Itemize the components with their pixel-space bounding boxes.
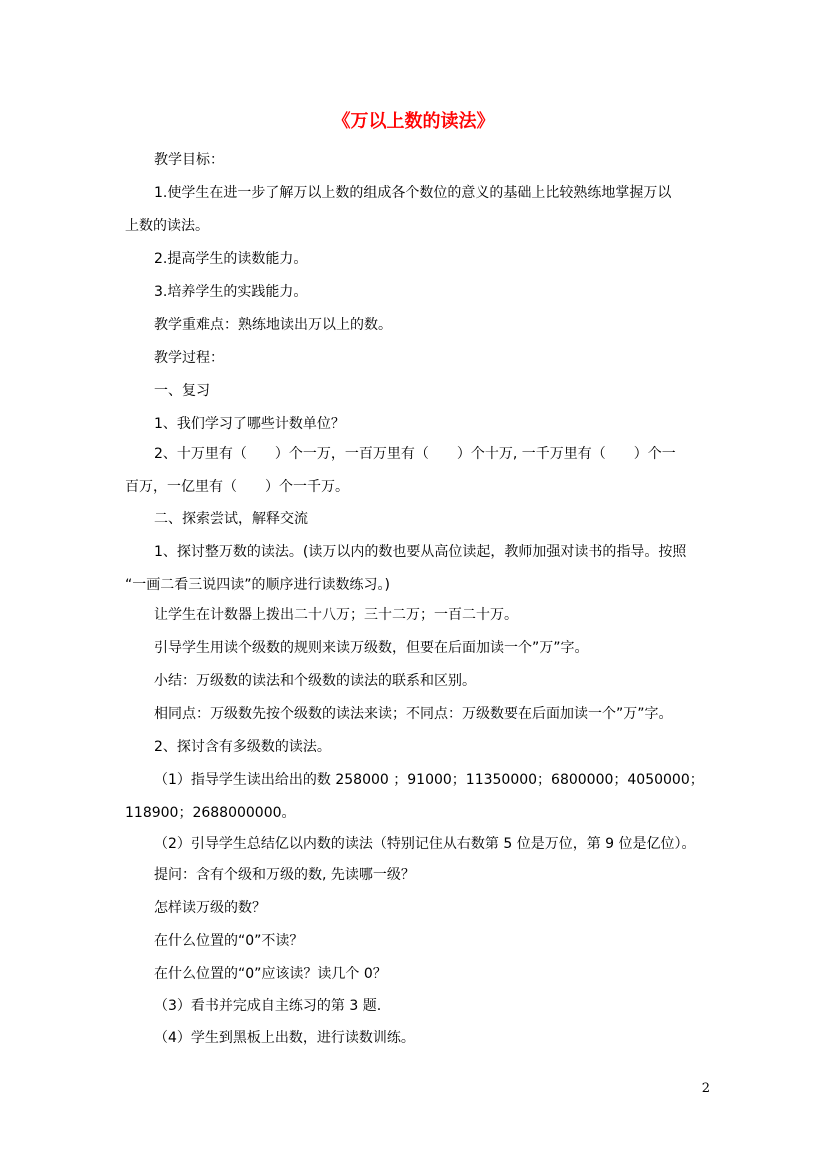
text-line: 在什么位置的“0”应该读？读几个 0？ (154, 966, 387, 982)
text-line: （1）指导学生读出给出的数 258000 ；91000；11350000；6800000；4050000； (154, 772, 704, 788)
text-line: 1.使学生在进一步了解万以上数的组成各个数位的意义的基础上比较熟练地掌握万以 (154, 185, 672, 201)
key-points-paragraph (125, 309, 707, 342)
text-line: （3）看书并完成自主练习的第 3 题. (154, 998, 382, 1014)
question-which-first (125, 859, 707, 892)
text-line: 2、探讨含有多级数的读法。 (154, 739, 331, 755)
summary-paragraph (125, 665, 707, 698)
goal-1-paragraph (125, 177, 707, 243)
text-line: 提问：含有个级和万级的数, 先读哪一级？ (154, 867, 415, 883)
section-explore-heading (125, 503, 707, 536)
text-line: 引导学生用读个级数的规则来读万级数，但要在后面加读一个”万”字。 (154, 640, 589, 656)
text-line: 2、十万里有（ ）个一万，一百万里有（ ）个十万, 一千万里有（ ）个一 (154, 446, 676, 462)
document-title: 《万以上数的读法》 (332, 111, 495, 132)
section-review-heading (125, 375, 707, 408)
sub-item-3 (125, 990, 707, 1023)
page-number: 2 (701, 1081, 710, 1096)
text-line: 3.培养学生的实践能力。 (154, 284, 308, 300)
text-line: （2）引导学生总结亿以内数的读法（特别记住从右数第 5 位是万位，第 9 位是亿位）。 (154, 836, 696, 852)
text-line: “一画二看三说四读”的顺序进行读数练习。) (125, 577, 390, 593)
review-question-1 (125, 408, 707, 441)
text-line: 1、探讨整万数的读法。(读万以内的数也要从高位读起，教师加强对读书的指导。按照 (154, 544, 687, 560)
goal-3-paragraph (125, 276, 707, 309)
sub-item-2 (125, 828, 707, 861)
text-line: 相同点：万级数先按个级数的读法来读；不同点：万级数要在后面加读一个”万”字。 (154, 706, 673, 722)
sub-item-1 (125, 764, 707, 830)
teaching-goals-heading (125, 144, 707, 177)
counter-activity-paragraph (125, 599, 707, 632)
text-line: 怎样读万级的数？ (154, 900, 266, 916)
text-line: （4）学生到黑板上出数，进行读数训练。 (154, 1030, 415, 1046)
text-line: 上数的读法。 (125, 218, 209, 234)
text-line: 教学重难点：熟练地读出万以上的数。 (154, 317, 392, 333)
text-line: 教学目标： (154, 152, 224, 168)
process-heading (125, 342, 707, 375)
explore-item-1 (125, 536, 707, 602)
text-line: 2.提高学生的读数能力。 (154, 251, 308, 267)
goal-2-paragraph (125, 243, 707, 276)
text-line: 118900；2688000000。 (125, 805, 296, 821)
text-line: 百万，一亿里有（ ）个一千万。 (125, 479, 349, 495)
text-line: 小结：万级数的读法和个级数的读法的联系和区别。 (154, 673, 476, 689)
text-line: 在什么位置的“0”不读？ (154, 933, 304, 949)
sub-item-4 (125, 1022, 707, 1055)
review-question-2 (125, 438, 707, 504)
text-line: 让学生在计数器上拨出二十八万；三十二万；一百二十万。 (154, 607, 518, 623)
similarities-paragraph (125, 698, 707, 731)
text-line: 教学过程： (154, 350, 224, 366)
guide-reading-paragraph (125, 632, 707, 665)
explore-item-2 (125, 731, 707, 764)
question-zero-not-read (125, 925, 707, 958)
question-how-read (125, 892, 707, 925)
question-zero-read (125, 958, 707, 991)
text-line: 二、探索尝试，解释交流 (154, 511, 308, 527)
text-line: 一、复习 (154, 383, 210, 399)
text-line: 1、我们学习了哪些计数单位？ (154, 416, 345, 432)
